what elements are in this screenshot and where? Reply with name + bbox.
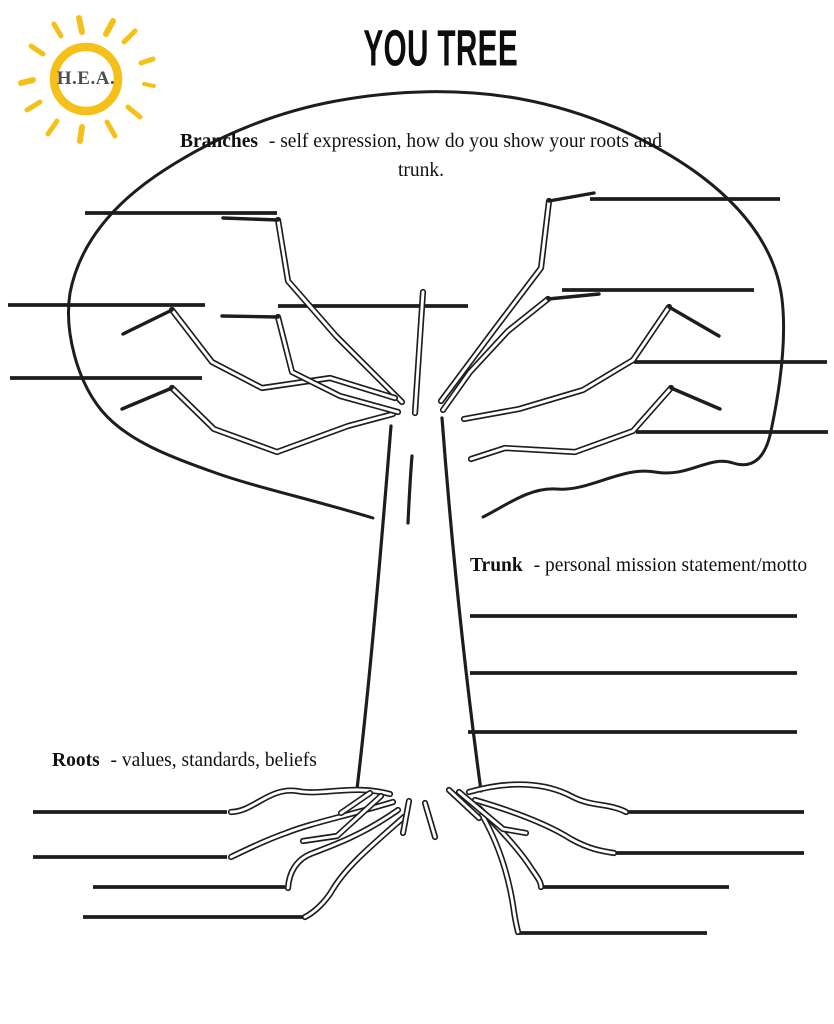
trunk-blank-lines bbox=[468, 616, 797, 732]
branch-tip bbox=[548, 294, 599, 299]
trunk-outline bbox=[357, 418, 481, 791]
logo-text: H.E.A. bbox=[56, 68, 116, 89]
branches-label bbox=[131, 127, 711, 185]
branch-tip bbox=[123, 310, 172, 334]
roots-label bbox=[52, 746, 317, 775]
branch-tip bbox=[549, 193, 594, 201]
roots-limbs bbox=[231, 784, 626, 932]
branch-tip bbox=[671, 388, 720, 409]
page-title-text: YOU TREE bbox=[363, 21, 519, 78]
trunk-label-word: Trunk bbox=[470, 555, 523, 576]
branches-limbs bbox=[122, 193, 720, 459]
roots-label-word: Roots bbox=[52, 750, 100, 771]
page-title bbox=[0, 20, 834, 78]
branch-tip bbox=[669, 307, 719, 336]
branch-tip bbox=[122, 388, 172, 409]
trunk-label bbox=[470, 551, 807, 580]
trunk-label-desc: - personal mission statement/motto bbox=[533, 555, 808, 576]
branches-label-desc-line2: trunk. bbox=[397, 160, 445, 181]
branch-tip bbox=[223, 218, 278, 220]
branches-label-word: Branches bbox=[179, 131, 258, 152]
branch-tip bbox=[222, 316, 278, 317]
roots-label-desc: - values, standards, beliefs bbox=[110, 750, 317, 771]
roots-blank-lines bbox=[33, 812, 804, 933]
branches-label-desc: - self expression, how do you show your roots and bbox=[268, 131, 663, 152]
